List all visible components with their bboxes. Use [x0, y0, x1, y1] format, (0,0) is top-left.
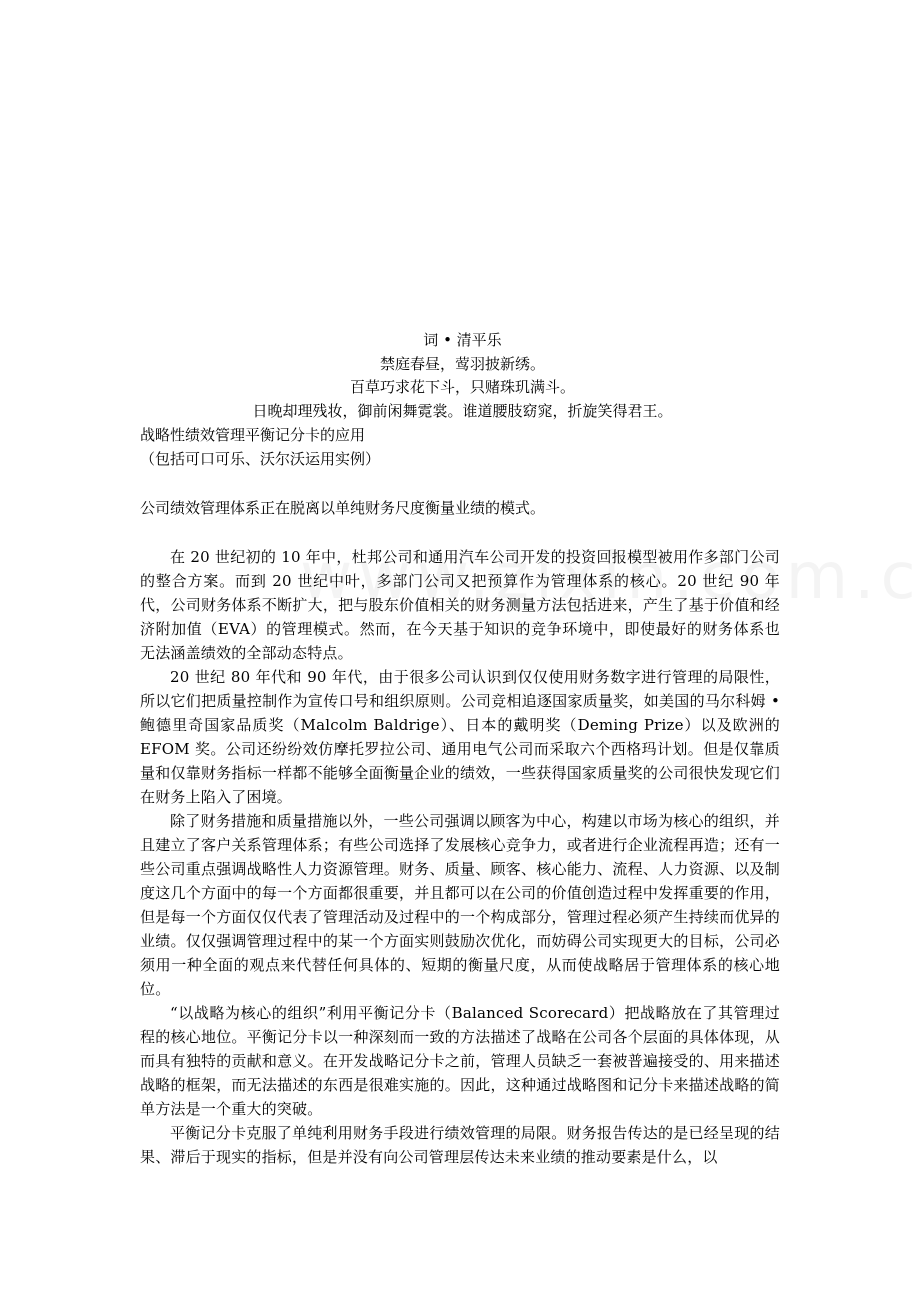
- article-heading: [140, 424, 785, 471]
- poem-line: 禁庭春昼，莺羽披新绣。: [379, 354, 545, 373]
- body-paragraph: 在 20 世纪初的 10 年中，杜邦公司和通用汽车公司开发的投资回报模型被用作多部门公司的整合方案。而到 20 世纪中叶，多部门公司又把预算作为管理体系的核心。20 世纪 90 年代，公司财务体系不断扩大，把与股东价值相关的财务测量方法包括进来，产生了基于价值和经济附加值（EVA）的管理模式。然而，在今天基于知识的竞争环境中，即使最好的财务体系也无法涵盖绩效的全部动态特点。: [140, 548, 780, 662]
- body-paragraph: 除了财务措施和质量措施以外，一些公司强调以顾客为中心，构建以市场为核心的组织，并且建立了客户关系管理体系；有些公司选择了发展核心竞争力，或者进行企业流程再造；还有一些公司重点强调战略性人力资源管理。财务、质量、顾客、核心能力、流程、人力资源、以及制度这几个方面中的每一个方面都很重要，并且都可以在公司的价值创造过程中发挥重要的作用，但是每一个方面仅仅代表了管理活动及过程中的一个构成部分，管理过程必须产生持续而优异的业绩。仅仅强调管理过程中的某一个方面实则鼓励次优化，而妨碍公司实现更大的目标，公司必须用一种全面的观点来代替任何具体的、短期的衡量尺度，从而使战略居于管理体系的核心地位。: [140, 812, 780, 998]
- article-title: 战略性绩效管理平衡记分卡的应用: [140, 426, 366, 444]
- body-paragraph: 20 世纪 80 年代和 90 年代，由于很多公司认识到仅仅使用财务数字进行管理的局限性，所以它们把质量控制作为宣传口号和组织原则。公司竞相追逐国家质量奖，如美国的马尔科姆 • 鲍德里奇国家品质奖（Malcolm Baldrige）、日本的戴明奖（Deming Prize）以及欧洲的 EFOM 奖。公司还纷纷效仿摩托罗拉公司、通用电气公司而采取六个西格玛计划。但是仅靠质量和仅靠财务指标一样都不能够全面衡量企业的绩效，一些获得国家质量奖的公司很快发现它们在财务上陷入了困境。: [140, 668, 780, 806]
- body-paragraph: “以战略为核心的组织”利用平衡记分卡（Balanced Scorecard）把战略放在了其管理过程的核心地位。平衡记分卡以一种深刻而一致的方法描述了战略在公司各个层面的具体体现，从而具有独特的贡献和意义。在开发战略记分卡之前，管理人员缺乏一套被普遍接受的、用来描述战略的框架，而无法描述的东西是很难实施的。因此，这种通过战略图和记分卡来描述战略的简单方法是一个重大的突破。: [140, 1004, 780, 1118]
- intro-sentence: 公司绩效管理体系正在脱离以单纯财务尺度衡量业绩的模式。: [140, 499, 546, 517]
- article-subtitle: （包括可口可乐、沃尔沃运用实例）: [140, 449, 381, 468]
- poem-block: [140, 329, 785, 423]
- poem-title: 词 • 清平乐: [423, 331, 502, 349]
- poem-line: 日晚却理残妆，御前闲舞霓裳。谁道腰肢窈窕，折旋笑得君王。: [252, 401, 673, 420]
- body-paragraph: 平衡记分卡克服了单纯利用财务手段进行绩效管理的局限。财务报告传达的是已经呈现的结果、滞后于现实的指标，但是并没有向公司管理层传达未来业绩的推动要素是什么，以: [140, 1124, 780, 1166]
- article-body: [140, 545, 780, 1169]
- poem-line: 百草巧求花下斗，只赌珠玑满斗。: [349, 378, 575, 396]
